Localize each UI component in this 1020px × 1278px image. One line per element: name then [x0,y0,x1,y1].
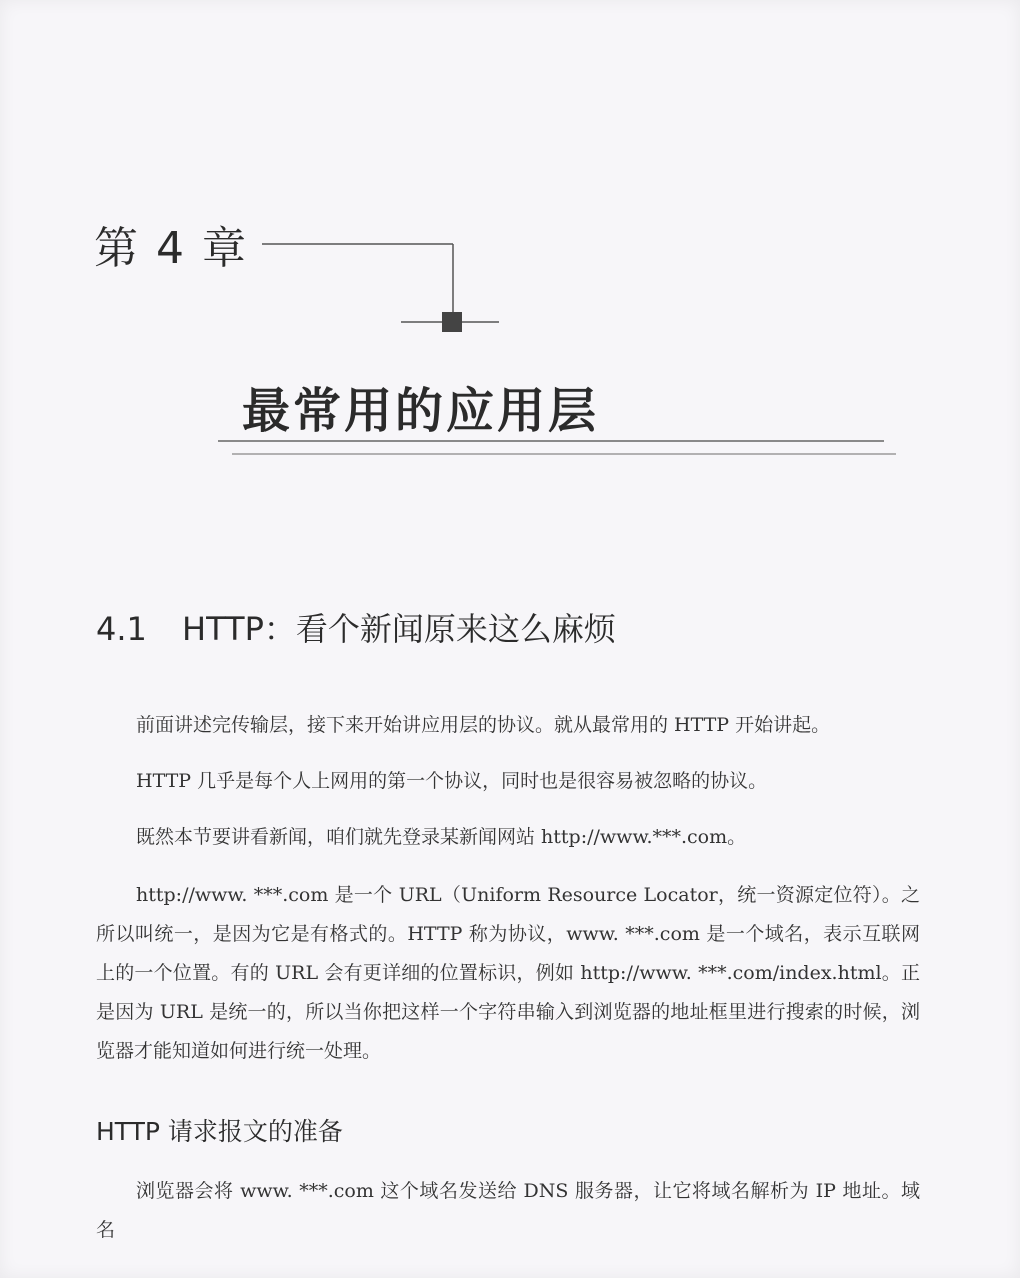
chapter-title: 最常用的应用层 [242,383,600,439]
paragraph-http-first: HTTP 几乎是每个人上网用的第一个协议，同时也是很容易被忽略的协议。 [136,770,768,792]
section-number: 4.1 [96,610,147,648]
subsection-title: HTTP 请求报文的准备 [96,1117,343,1146]
paragraph-news-site: 既然本节要讲看新闻，咱们就先登录某新闻网站 http://www.***.com。 [136,826,747,848]
chapter-label: 第 4 章 [94,223,248,274]
section-title [96,604,616,650]
section-title-text: HTTP：看个新闻原来这么麻烦 [182,610,616,648]
paragraph-dns: 浏览器会将 www. ***.com 这个域名发送给 DNS 服务器，让它将域名解析为 IP 地址。域名 [96,1180,920,1241]
paragraph-url: http://www. ***.com 是一个 URL（Uniform Resource Locator，统一资源定位符）。之所以叫统一，是因为它是有格式的。HTTP 称为协议，www. ***.com 是一个域名，表示互联网上的一个位置。有的 URL 会有更详细的位置标识，例如 http://www. ***.com/index.html。正是因为 URL 是统一的，所以当你把这样一个字符串输入到浏览器的地址框里进行搜索的时候，浏览器才能知道如何进行统一处理。 [96,884,920,1062]
chapter-square [442,312,462,332]
paragraph-intro: 前面讲述完传输层，接下来开始讲应用层的协议。就从最常用的 HTTP 开始讲起。 [136,714,831,736]
